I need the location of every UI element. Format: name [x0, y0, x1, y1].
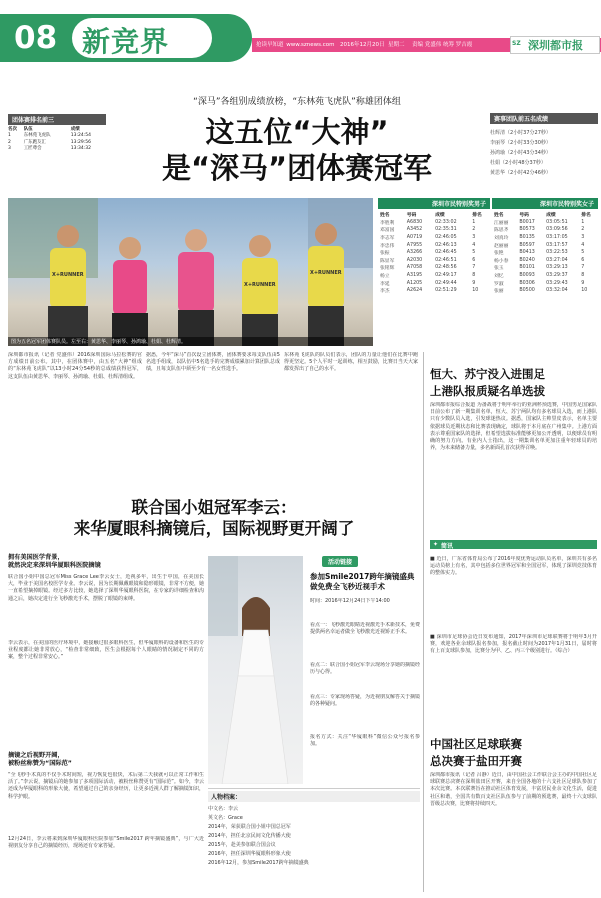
table-row [492, 249, 598, 257]
runner-rank: 1 [581, 219, 585, 225]
runner-number: A1205 [406, 280, 423, 286]
miss-subhead-1a: 拥有美国医学背景， [8, 554, 64, 561]
miss-subhead-1 [8, 554, 204, 570]
ranking-item: 黄思华（2小时42分46秒） [490, 170, 551, 176]
runner-time: 03:17:57 [546, 242, 568, 248]
grace-lee-photo [208, 556, 303, 784]
runner-rank: 4 [581, 242, 585, 248]
runner-name: 李忠伟 [380, 243, 395, 249]
runner-name: 罗淑 [494, 281, 504, 287]
team-name: 广东跑友汇 [23, 139, 47, 145]
team-col-rank: 名次 [8, 127, 17, 132]
soccer1-headline-2: 上港队报质疑名单选拔 [430, 384, 545, 398]
runner-name: 邓富国 [380, 228, 395, 234]
brief-item: ■ 深圳市足球协会近日发布通知，2017年深圳市足球联赛将于明年3月开赛，欢迎各业余球队报名参加，报名截止时间为2017年1月31日，届时将有上百支球队参加，比赛分为甲、乙、丙三个级别进行。（综合） [430, 634, 597, 655]
runner-number: B0500 [519, 288, 535, 294]
masthead [0, 0, 601, 72]
runner-name: 张振 [380, 251, 390, 257]
runner-number: B0017 [519, 219, 535, 225]
runner-number: A2624 [406, 288, 423, 294]
table-header [492, 211, 598, 219]
team-rank: 2 [8, 139, 11, 145]
runner-time: 02:46:51 [435, 257, 457, 263]
runner-rank: 7 [581, 265, 585, 271]
runner-number: B0597 [519, 242, 535, 248]
team-col-time: 成绩 [70, 127, 80, 132]
marathon-body-col-1: 深圳都市报讯（记者 党盛伟）2016深圳国际马拉松赛的官方成绩日前公布。其中，在团体赛中，由五名“大神”组成的“东林苑飞虎队”以13小时24分54秒的总成绩获得冠军，这支队伍由黄思华、李丽琴、孙鸿瑜、杜娟、杜辉清组成。 [8, 352, 142, 380]
runner-time: 03:27:04 [546, 257, 568, 263]
ranking-item: 杜辉清（2小时37分27秒） [490, 130, 551, 136]
runner-number: A3195 [406, 273, 423, 279]
team-time: 13:34:32 [70, 146, 91, 152]
miss-para-4: 12月24日，李云将来到深圳华厦眼科医院参加“Smile2017 跨年摘镜盛典”，与广大近视朋友分享自己的摘镜经历，现场还有专家答疑。 [8, 836, 204, 850]
runner-time: 03:22:53 [546, 250, 568, 256]
runner-number: A0719 [406, 235, 423, 241]
table-row [492, 219, 598, 227]
runner-rank: 3 [581, 235, 585, 241]
runner-rank: 1 [472, 219, 476, 225]
runner-time: 02:35:31 [435, 227, 457, 233]
runner-name: 李志军 [380, 236, 395, 242]
runner-time: 02:49:17 [435, 273, 457, 279]
shirt-text: X+RUNNER [244, 282, 276, 288]
page-number: 08 [14, 20, 58, 56]
marathon-headline-1: 这五位“大神” [205, 115, 389, 149]
runner-name: 张铭辉 [380, 266, 395, 272]
runner-rank: 9 [581, 280, 585, 286]
ranking-box [490, 113, 598, 193]
runner-time: 03:17:05 [546, 235, 568, 241]
runner-time: 03:29:13 [546, 265, 568, 271]
activity-point: 看点一：飞秒激光眼睛近视激光手术新技术，免费提供两名幸运者做全飞秒激光近视矫正手术。 [310, 622, 420, 636]
runner-number: A3266 [406, 250, 423, 256]
runner-number: B0573 [519, 227, 535, 233]
profile-title: 人物档案： [208, 791, 420, 802]
section-title: 新竞界 [82, 25, 170, 58]
women-table-box [492, 198, 598, 346]
strap-url: www.sznews.com [286, 42, 335, 48]
col-name: 姓名 [494, 213, 504, 219]
photo-caption: 图为五名冠军团体赛队员。左至右：黄思华、李丽琴、孙鸿瑜、杜娟、杜辉清。 [8, 337, 373, 346]
team-name: 东林苑飞虎队 [23, 133, 51, 139]
miss-para-1: 联合国小姐中国总冠军Miss Grace Lee李云女士，近视多年，出生于中国，在美国长大，毕业于美国名校医学专业。李云说，因为长期佩戴眼镜和隐形眼镜，非常不方便，她一直希望摘掉眼镜。经过多方比较，她选择了深圳华厦眼科医院，在专家的详细检查和沟通之后，她决定进行全飞秒激光手术，摆脱了眼镜的束缚。 [8, 574, 204, 602]
brief-icon: ✦ [433, 541, 439, 548]
activity-point: 报名方式：关注“华厦眼科”微信公众号报名参加。 [310, 734, 420, 748]
table-row [492, 241, 598, 249]
miss-subhead-2b: 被粉丝称赞为“国际范” [8, 760, 72, 767]
brief-title-bar [430, 540, 597, 549]
column-divider [423, 352, 424, 892]
runner-name: 陈显军 [380, 258, 395, 264]
miss-para-2: 李云表示，在美国的医疗环境中，她接触过很多眼科医生，但华厦眼科的设备和医生的专业程度都让她非常放心，“检查非常细致，医生会根据每个人眼睛的情况制定不同的方案，整个过程非常安心。” [8, 640, 204, 661]
runner-time: 02:46:45 [435, 250, 457, 256]
team-col-team: 队伍 [23, 127, 33, 132]
runner-name: 刘忆 [494, 274, 504, 280]
runner-rank: 2 [472, 227, 476, 233]
editors: 责编 党盛伟 统筹 罗吉霞 [412, 42, 473, 48]
col-number: 号码 [406, 213, 417, 219]
women-table-title: 深圳市民特别奖女子 [492, 198, 598, 209]
runner-name: 张艳 [494, 251, 504, 257]
table-row [492, 272, 598, 280]
paper-name: 深圳都市报 [528, 39, 583, 52]
runner-name: 张玉 [494, 266, 504, 272]
team-time: 13:29:56 [70, 139, 91, 145]
runner-rank: 3 [472, 235, 476, 241]
men-table-body [378, 219, 490, 295]
runner-number: A2030 [406, 257, 423, 263]
runner-name: 李杰 [380, 289, 390, 295]
soccer1-body: 深圳都市报综合报道 为备战将于明年举行的亚洲杯预选赛，中国男足国家队日前公布了新一期集训名单，恒大、苏宁两队均有多名球员入选，而上港队只有少数队员入选，引发球迷热议。据悉，国家队主帅里皮表示，名单主要依据球员近期状态和比赛表现确定，球队将于本月底在广州集中。上港方面表示尊重国家队的选择，但希望选拔标准能够更加公开透明，以便球员有明确的努力方向。有业内人士指出，这一期集训名单更加注重年轻球员的培养，为未来储备力量，多名新面孔首次获得召唤。 [430, 402, 597, 452]
miss-headline-1: 联合国小姐冠军李云： [131, 498, 297, 517]
runner-name: 刘真玲 [494, 236, 509, 242]
team-box [8, 114, 106, 172]
runner-rank: 9 [472, 280, 476, 286]
team-photo [8, 198, 373, 346]
table-row [378, 249, 490, 257]
profile-line: 2016年12月，参加Smile2017跨年摘镜盛典 [208, 860, 309, 866]
miss-headline-2: 来华厦眼科摘镜后，国际视野更开阔了 [73, 519, 355, 538]
table-row [378, 234, 490, 242]
team-name: 工匠尊会 [23, 146, 42, 152]
runner-name: 杨立 [380, 274, 390, 280]
runner-rank: 8 [581, 273, 585, 279]
men-table-title: 深圳市民特别奖男子 [378, 198, 490, 209]
marathon-headline-2: 是“深马”团体赛冠军 [161, 151, 433, 185]
team-rank: 1 [8, 133, 11, 139]
marathon-kicker: “深马”各组别成绩放榜，“东林苑飞虎队”称雄团体组 [193, 97, 401, 107]
runner-time: 02:46:05 [435, 235, 457, 241]
profile-box [208, 788, 420, 892]
shirt-text: X+RUNNER [52, 272, 84, 278]
runner-rank: 5 [472, 250, 476, 256]
table-row [378, 257, 490, 265]
col-number: 号码 [519, 213, 529, 219]
runner-rank: 4 [472, 242, 476, 248]
table-row [378, 272, 490, 280]
runner-rank: 6 [472, 257, 476, 263]
women-table [492, 211, 598, 295]
table-row [492, 264, 598, 272]
table-header [378, 211, 490, 219]
women-table-body [492, 219, 598, 295]
profile-line: 2016年，担任深圳华厦眼科形象大使 [208, 851, 291, 857]
issue-weekday: 星期二 [388, 42, 405, 48]
team-table [8, 127, 106, 153]
marathon-body-col-3: 东林苑飞虎队的队员们表示，团队的力量让他们在比赛中跑得更坚定。5个人平时一起训练，相互鼓励，比赛日当天大家都发挥出了自己的水平。 [284, 352, 418, 373]
table-row [378, 226, 490, 234]
profile-line: 2014年，荣获联合国小姐中国总冠军 [208, 824, 291, 830]
activity-label: 活动链接 [322, 556, 358, 567]
runner-number: B0240 [519, 257, 535, 263]
soccer2-headline-2: 总决赛于盐田开赛 [430, 754, 522, 768]
ranking-title: 赛事团队前五名成绩 [490, 113, 598, 124]
issue-date: 2016年12月20日 [340, 42, 385, 48]
table-row [378, 287, 490, 295]
miss-subhead-1b: 就然决定来深圳华厦眼科医院摘镜 [8, 562, 101, 569]
brief-item: ■ 近日，广东省体育局公布了2016年度优秀运动队员名单，深圳共有多名运动员榜上有名，其中包括多位世界冠军和全国冠军，体现了深圳竞技体育的整体实力。 [430, 556, 597, 577]
soccer2-body: 深圳都市报讯（记者 吕静）近日，由中国社会工作联合会主办的中国社区足球联赛总决赛在深圳盐田区开赛，来自全国各地的十六支社区足球队参加了本次比赛。本次联赛旨在推动社区体育发展，丰富居民业余文化生活，促进社区和谐，全国共有数百支社区队伍参与了前期的预选赛，最终十六支球队晋级总决赛，比赛将持续四天。 [430, 772, 597, 807]
runner-rank: 5 [581, 250, 585, 256]
team-rank: 3 [8, 146, 11, 152]
team-box-title: 团体赛排名前三 [8, 114, 106, 125]
table-row [8, 146, 106, 152]
runner-rank: 7 [472, 265, 476, 271]
profile-line: 英文名：Grace [208, 815, 243, 821]
runner-number: A7058 [406, 265, 423, 271]
runner-rank: 8 [472, 273, 476, 279]
runner-name: 江丽丽 [494, 220, 509, 226]
runner-time: 02:49:44 [435, 280, 457, 286]
table-row [378, 279, 490, 287]
runner-name: 张丽 [494, 289, 504, 295]
profile-line: 2015年，赴美参加联合国会议 [208, 842, 276, 848]
runner-number: B0306 [519, 280, 535, 286]
col-rank: 排名 [581, 213, 591, 219]
strap-label-text: 抢读早知道 [256, 42, 284, 48]
miss-subhead-2 [8, 752, 204, 768]
ranking-item: 杜娟（2小时48分37秒） [490, 160, 546, 166]
runner-time: 03:32:04 [546, 288, 568, 294]
col-rank: 排名 [472, 213, 482, 219]
ranking-item: 李丽琴（2小时33分30秒） [490, 140, 551, 146]
table-row [378, 264, 490, 272]
col-name: 姓名 [380, 213, 390, 219]
miss-subhead-2a: 摘镜之后视野开阔， [8, 752, 64, 759]
table-row [378, 241, 490, 249]
table-row [492, 279, 598, 287]
runner-time: 03:29:37 [546, 273, 568, 279]
runner-rank: 2 [581, 227, 585, 233]
runner-name: 陈思齐 [494, 228, 509, 234]
runner-time: 03:05:51 [546, 219, 568, 225]
runner-number: A7955 [406, 242, 423, 248]
runner-name: 杨小春 [494, 258, 509, 264]
runner-time: 02:33:02 [435, 219, 457, 225]
men-table-box [378, 198, 490, 346]
ranking-item: 孙鸿瑜（2小时43分34秒） [490, 150, 551, 156]
table-row [492, 287, 598, 295]
runner-time: 03:09:56 [546, 227, 568, 233]
team-time: 13:24:54 [70, 133, 91, 139]
marathon-body-col-2: 据悉，今年“深马”首次设立团体赛，团体赛要求每支队伍由5名选手组成，以队伍中5名选手的完赛成绩累加计算团队总成绩，且每支队伍中须至少有一名女性选手。 [146, 352, 280, 373]
runner-rank: 6 [581, 257, 585, 263]
col-time: 成绩 [546, 213, 556, 219]
runner-time: 02:46:13 [435, 242, 457, 248]
miss-para-3: “全飞秒手术真的不仅手术时间短，视力恢复也很快，术后第二天我就可以正常工作和生活了。”李云说，摘镜后的她参加了多项国际活动，被粉丝称赞更有“国际范”。如今，李云还成为华厦眼科的形象大使，希望通过自己的亲身经历，让更多近视人群了解摘镜知识，科学护眼。 [8, 772, 204, 800]
activity-title: 参加Smile2017跨年摘镜盛典 做免费全飞秒近视手术 [310, 572, 415, 591]
table-row [492, 226, 598, 234]
table-row [378, 219, 490, 227]
grace-lee-figure [208, 556, 303, 784]
strap-label [256, 40, 335, 48]
shirt-text: X+RUNNER [310, 270, 342, 276]
col-time: 成绩 [435, 213, 445, 219]
table-row [492, 257, 598, 265]
activity-point: 看点二：联合国小姐冠军李云现场分享她的摘镜经历与心得。 [310, 662, 420, 676]
runner-rank: 10 [581, 288, 588, 294]
activity-time: 时间：2016年12月24日下午14:00 [310, 598, 390, 604]
soccer2-headline-1: 中国社区足球联赛 [430, 737, 522, 751]
brief-title: 简讯 [441, 543, 454, 550]
runner-number: B0093 [519, 273, 535, 279]
runner-name: 李胜利 [380, 220, 395, 226]
runner-number: A6830 [406, 219, 423, 225]
activity-point: 看点三：专家现场答疑，为近视朋友解答关于摘镜的各种疑问。 [310, 694, 420, 708]
runner-number: B0413 [519, 250, 535, 256]
runner-name: 赵丽丽 [494, 243, 509, 249]
profile-line: 2014年，担任北京民间文化传播大使 [208, 833, 291, 839]
runner-time: 02:48:56 [435, 265, 457, 271]
profile-line: 中文名：李云 [208, 806, 239, 812]
runner-rank: 10 [472, 288, 479, 294]
runner-time: 03:29:43 [546, 280, 568, 286]
runner-name: 李延 [380, 281, 390, 287]
runner-number: B0135 [519, 235, 535, 241]
men-table [378, 211, 490, 295]
table-row [492, 234, 598, 242]
runner-number: B0101 [519, 265, 535, 271]
runner-number: A3452 [406, 227, 423, 233]
paper-logo-mark: SZ [512, 40, 521, 47]
runner-time: 02:51:29 [435, 288, 457, 294]
soccer1-headline-1: 恒大、苏宁没入进围足 [430, 367, 545, 381]
